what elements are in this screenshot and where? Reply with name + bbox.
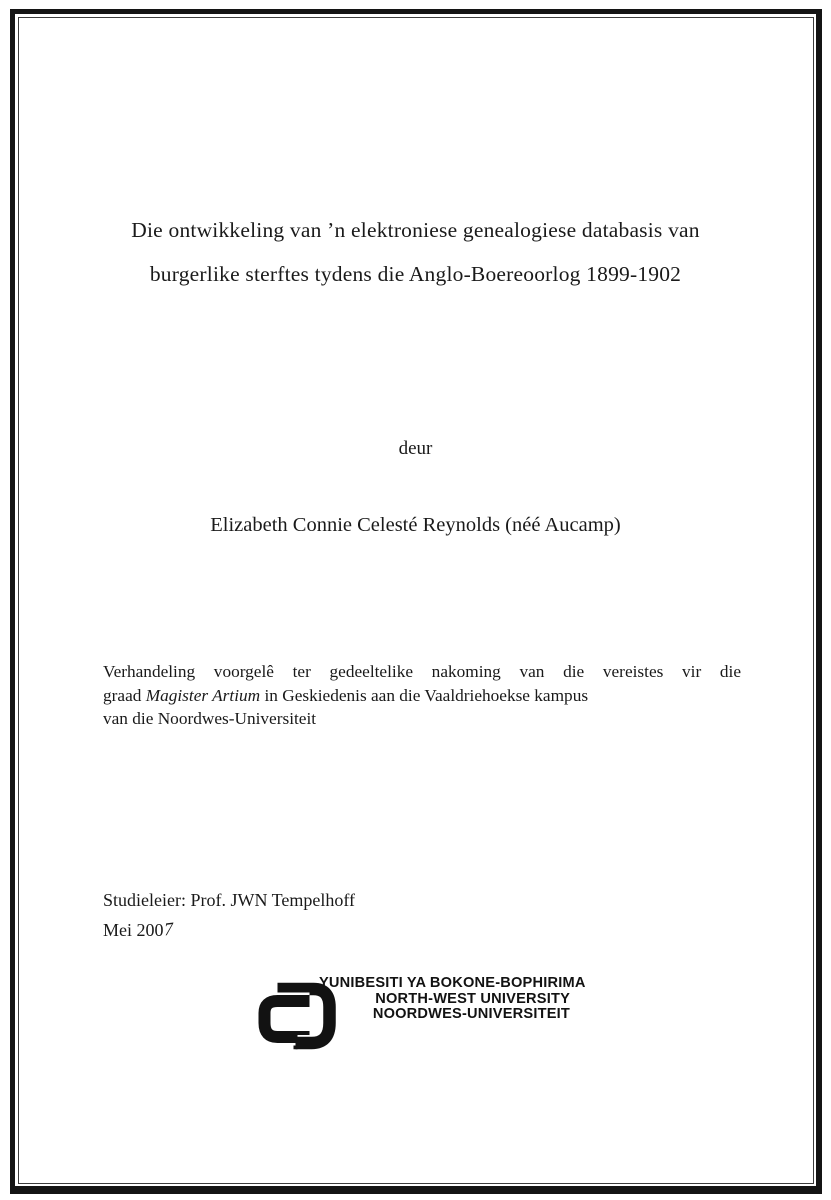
degree-statement-line-2 xyxy=(103,684,741,708)
thesis-title-line-1: Die ontwikkeling van ’n elektroniese genealogiese databasis van xyxy=(131,218,700,242)
date-prefix: Mei 200 xyxy=(103,919,164,940)
byline-label: deur xyxy=(398,438,433,459)
degree-name-italic: Magister Artium xyxy=(145,685,261,705)
date-final-digit: 7 xyxy=(162,917,174,940)
degree-statement-line-2-pre: graad xyxy=(103,685,146,705)
degree-statement-line-3: van die Noordwes-Universiteit xyxy=(103,709,317,729)
degree-statement xyxy=(103,660,741,731)
logo-line-afrikaans: NOORDWES-UNIVERSITEIT xyxy=(372,1006,570,1023)
degree-statement-line-1: Verhandeling voorgelê ter gedeeltelike nakoming van die vereistes vir die xyxy=(103,662,741,681)
thesis-title xyxy=(60,208,771,296)
supervisor-block xyxy=(103,886,355,945)
logo-line-setswana: YUNIBESITI YA BOKONE-BOPHIRIMA xyxy=(319,975,586,991)
nwu-logo-text xyxy=(319,975,586,1023)
logo-line-english: NORTH-WEST UNIVERSITY xyxy=(375,990,570,1007)
thesis-title-line-2: burgerlike sterftes tydens die Anglo-Boereoorlog 1899-1902 xyxy=(149,262,682,286)
date-line xyxy=(103,916,355,946)
degree-statement-line-2-post: in Geskiedenis aan die Vaaldriehoekse kampus xyxy=(260,685,589,705)
author-name: Elizabeth Connie Celesté Reynolds (néé Aucamp) xyxy=(210,514,621,536)
supervisor-line: Studieleier: Prof. JWN Tempelhoff xyxy=(103,890,356,910)
university-logo xyxy=(257,973,586,1053)
